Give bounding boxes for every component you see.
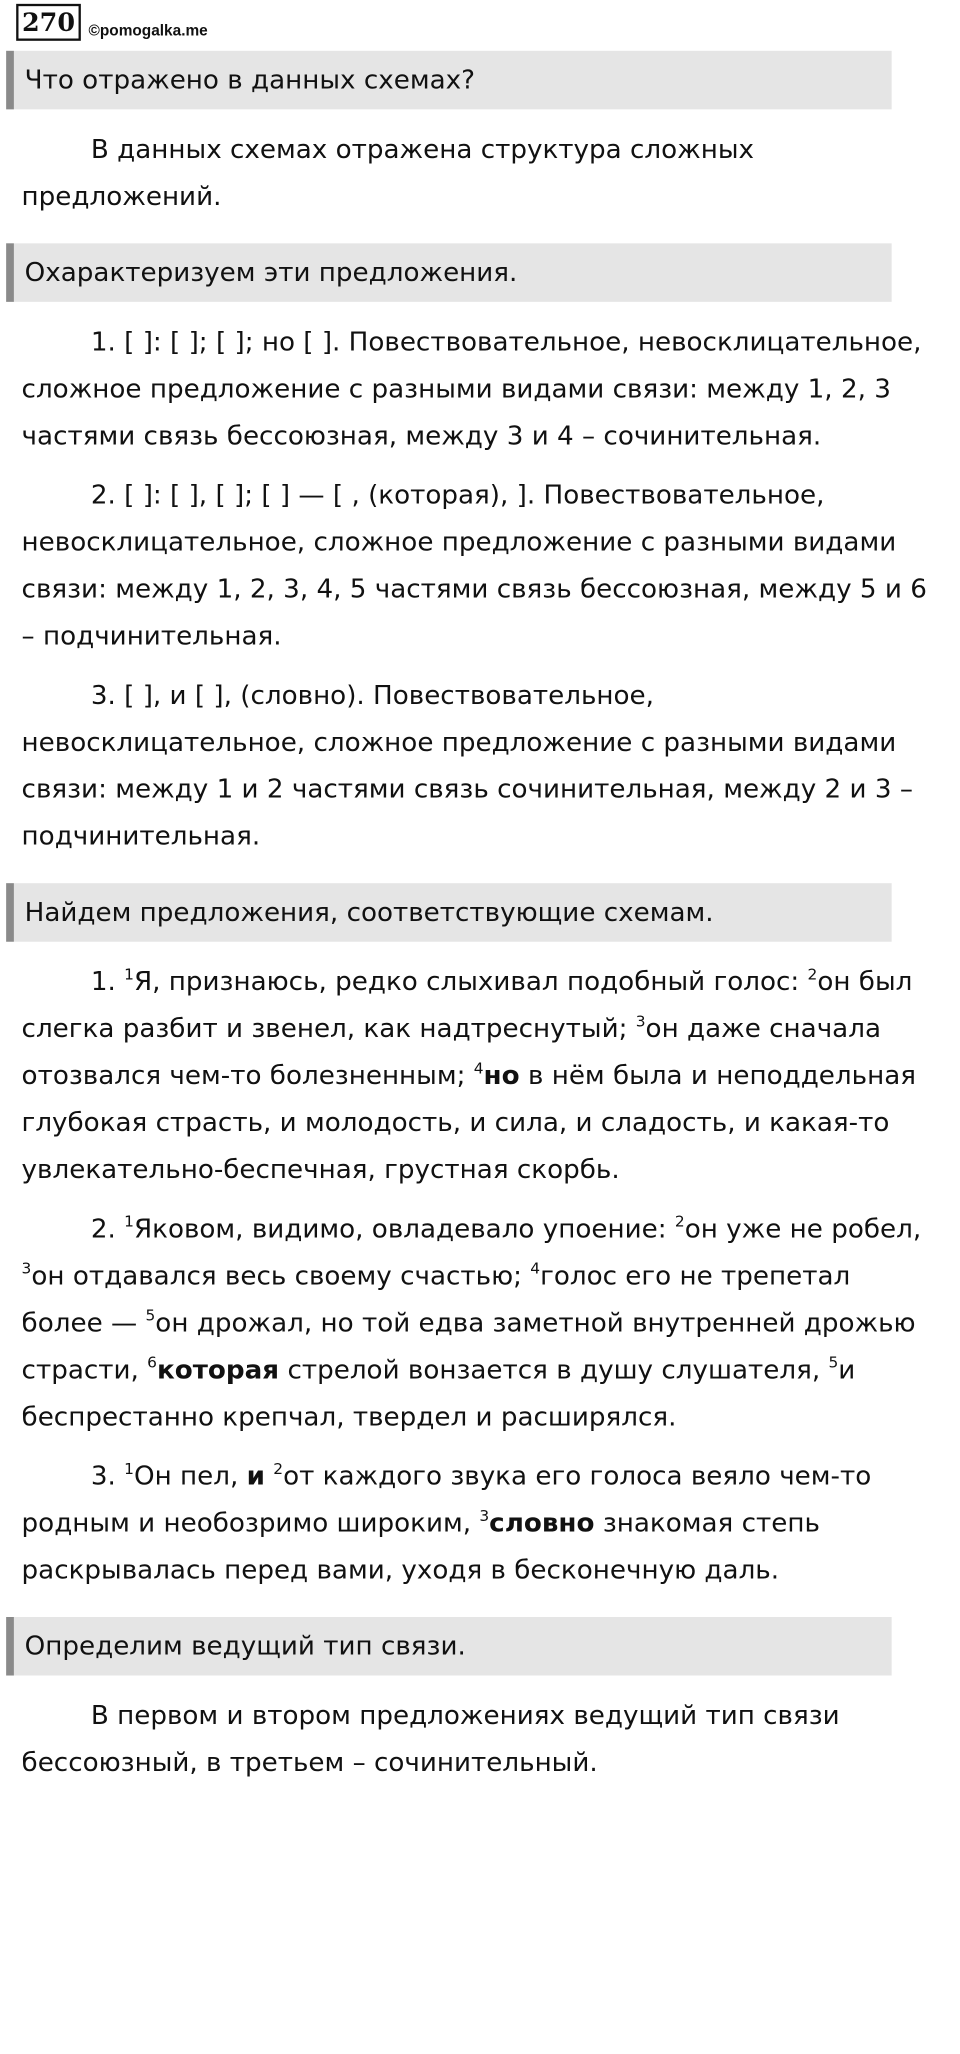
part-number: 1 bbox=[124, 1458, 134, 1478]
text-run: 2. [ ]: [ ], [ ]; [ ] — [ , (которая), ]. Повествовательное, невосклицательное, сложное предложение с разными видами связи: между 1, 2, 3, 4, 5 частями связь бессоюзная, между 5 и 6 – подчинительная. bbox=[21, 479, 927, 652]
part-number: 5 bbox=[828, 1352, 839, 1372]
text-run: он уже не робел, bbox=[684, 1213, 922, 1245]
part-number: 2 bbox=[674, 1211, 685, 1231]
part-number: 4 bbox=[473, 1058, 484, 1077]
text-run: В первом и втором предложениях ведущий тип связи бессоюзный, в третьем – сочинительный. bbox=[21, 1700, 840, 1778]
text-run: 1. bbox=[90, 966, 125, 998]
text-run: знакомая степь раскрывалась перед вами, уходя в бесконечную даль. bbox=[21, 1507, 820, 1586]
text-run: в нём была и неподдельная глубокая страсть, и молодость, и сила, и сладость, и какая-то увлекательно-беспечная, грустная скорбь. bbox=[21, 1060, 916, 1186]
answer-paragraph bbox=[22, 1447, 940, 1600]
part-number: 3 bbox=[21, 1258, 32, 1278]
text-run bbox=[265, 1461, 273, 1492]
part-number: 3 bbox=[479, 1505, 490, 1525]
answer-paragraph bbox=[22, 1686, 940, 1792]
text-run: 2. bbox=[90, 1213, 125, 1245]
text-run: он даже сначала отозвался чем-то болезненным; bbox=[21, 1013, 882, 1092]
site-brand: ©pomogalka.me bbox=[88, 22, 208, 40]
question-heading: Найдем предложения, соответствующие схемам. bbox=[6, 883, 892, 942]
text-run: от каждого звука его голоса веяло чем-то родным и необозримо широким, bbox=[21, 1460, 872, 1539]
question-heading: Что отражено в данных схемах? bbox=[6, 51, 892, 110]
text-run: 1. [ ]: [ ]; [ ]; но [ ]. Повествовательное, невосклицательное, сложное предложение с разными видами связи: между 1, 2, 3 частями связь бессоюзная, между 3 и 4 – сочинительная. bbox=[21, 326, 922, 452]
question-heading: Определим ведущий тип связи. bbox=[6, 1617, 892, 1676]
text-run: Яковом, видимо, овладевало упоение: bbox=[133, 1213, 675, 1245]
text-run: Я, признаюсь, редко слыхивал подобный голос: bbox=[133, 966, 808, 998]
part-number: 5 bbox=[145, 1305, 156, 1325]
text-run: стрелой вонзается в душу слушателя, bbox=[279, 1354, 829, 1386]
text-run: 3. [ ], и [ ], (словно). Повествовательное, невосклицательное, сложное предложение с разными видами связи: между 1 и 2 частями связь сочинительная, между 2 и 3 – подчинительная. bbox=[21, 679, 913, 852]
answer-paragraph bbox=[22, 120, 940, 226]
answer-paragraph bbox=[22, 666, 940, 866]
part-number: 2 bbox=[273, 1458, 284, 1478]
text-run: голос его не трепетал более — bbox=[21, 1260, 851, 1339]
conjunction-bold: но bbox=[483, 1060, 520, 1092]
conjunction-bold: и bbox=[246, 1460, 265, 1492]
text-run: он отдавался весь своему счастью; bbox=[31, 1260, 531, 1292]
text-run: он дрожал, но той едва заметной внутренней дрожью страсти, bbox=[21, 1307, 916, 1386]
answer-paragraph bbox=[22, 952, 940, 1199]
part-number: 4 bbox=[530, 1258, 541, 1278]
part-number: 1 bbox=[124, 964, 134, 984]
conjunction-bold: которая bbox=[156, 1354, 280, 1386]
text-run: Он пел, bbox=[133, 1460, 247, 1492]
part-number: 2 bbox=[807, 964, 818, 984]
text-run: В данных схемах отражена структура сложных предложений. bbox=[21, 133, 755, 212]
text-run: он был слегка разбит и звенел, как надтреснутый; bbox=[21, 966, 913, 1045]
answer-sections bbox=[0, 51, 960, 1804]
answer-paragraph bbox=[22, 313, 940, 466]
question-heading: Охарактеризуем эти предложения. bbox=[6, 243, 892, 302]
part-number: 3 bbox=[635, 1011, 646, 1031]
answer-paragraph bbox=[22, 1200, 940, 1447]
text-run: и беспрестанно крепчал, твердел и расширялся. bbox=[21, 1354, 856, 1433]
text-run: 3. bbox=[90, 1460, 125, 1492]
exercise-number: 270 bbox=[16, 4, 81, 41]
page-header bbox=[0, 0, 960, 45]
answer-paragraph bbox=[22, 466, 940, 666]
conjunction-bold: словно bbox=[489, 1507, 595, 1539]
part-number: 6 bbox=[147, 1352, 157, 1372]
part-number: 1 bbox=[124, 1211, 134, 1231]
